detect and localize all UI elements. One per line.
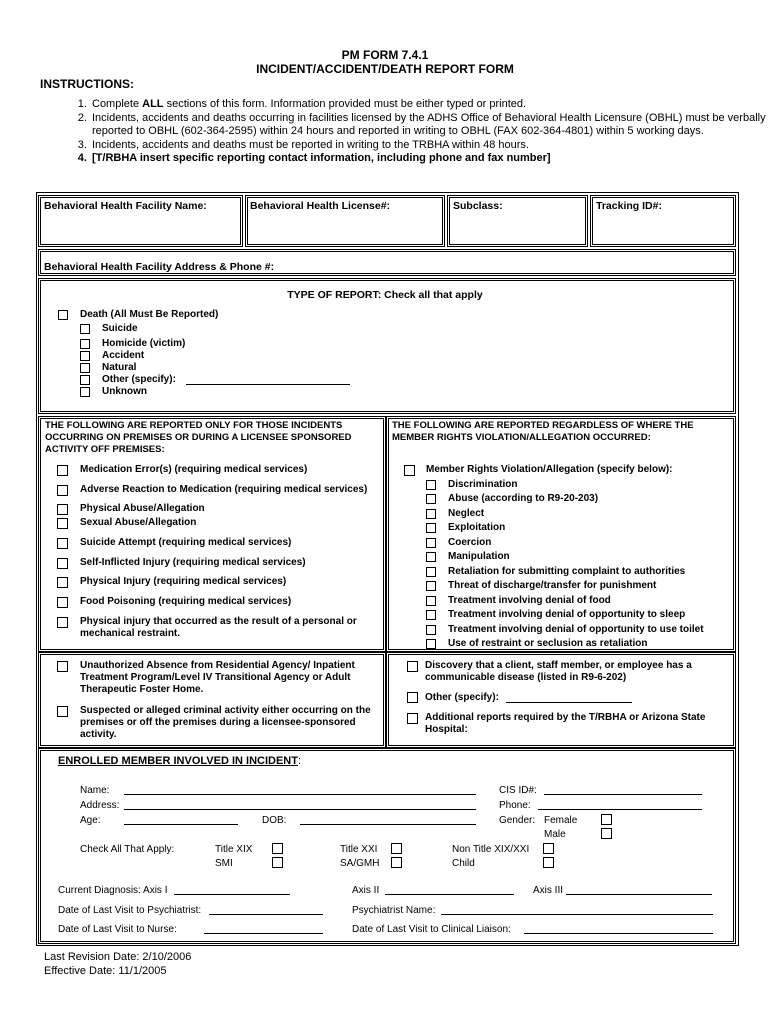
abuse-checkbox[interactable] <box>426 494 436 504</box>
form-number: PM FORM 7.4.1 <box>341 48 429 62</box>
death-label: Death (All Must Be Reported) <box>80 309 219 320</box>
communicable-disease-checkbox[interactable] <box>407 661 418 672</box>
psychiatrist-visit-label: Date of Last Visit to Psychiatrist: <box>58 905 202 916</box>
effective-date: Effective Date: 11/1/2005 <box>44 965 167 977</box>
coercion-checkbox[interactable] <box>426 538 436 548</box>
premises-item-label: Food Poisoning (requiring medical services) <box>80 596 292 607</box>
physical-injury-checkbox[interactable] <box>57 577 68 588</box>
other-death-field[interactable] <box>186 384 350 385</box>
smi-label: SMI <box>215 858 233 869</box>
exploitation-checkbox[interactable] <box>426 523 436 533</box>
title-xix-label: Title XIX <box>215 844 253 855</box>
tracking-label: Tracking ID#: <box>596 200 662 212</box>
additional-reports-checkbox[interactable] <box>407 713 418 724</box>
female-checkbox[interactable] <box>601 814 612 825</box>
liaison-visit-field[interactable] <box>524 933 713 934</box>
restraint-injury-checkbox[interactable] <box>57 617 68 628</box>
axis3-label: Axis III <box>533 885 564 896</box>
discrimination-checkbox[interactable] <box>426 480 436 490</box>
rights-item-label: Treatment involving denial of food <box>448 595 611 606</box>
child-checkbox[interactable] <box>543 857 554 868</box>
liaison-visit-label: Date of Last Visit to Clinical Liaison: <box>352 924 511 935</box>
death-option-label: Natural <box>102 362 137 373</box>
child-label: Child <box>452 858 475 869</box>
medication-error-checkbox[interactable] <box>57 465 68 476</box>
address-field-label: Address: <box>80 800 120 811</box>
sa-gmh-checkbox[interactable] <box>391 857 402 868</box>
premises-item-label: Adverse Reaction to Medication (requiring medical services) <box>80 484 368 495</box>
nurse-visit-field[interactable] <box>204 933 323 934</box>
instructions-list <box>66 98 770 166</box>
axis2-label: Axis II <box>352 885 380 896</box>
rights-violation-checkbox[interactable] <box>404 465 415 476</box>
rights-item-label: Use of restraint or seclusion as retaliation <box>448 638 648 649</box>
denial-food-checkbox[interactable] <box>426 596 436 606</box>
phone-field[interactable] <box>538 809 702 810</box>
suicide-checkbox[interactable] <box>80 324 90 334</box>
other-death-checkbox[interactable] <box>80 375 90 385</box>
rights-item-label: Treatment involving denial of opportunity to sleep <box>448 609 686 620</box>
adverse-reaction-checkbox[interactable] <box>57 485 68 496</box>
premises-item-label: Physical injury that occurred as the result of a personal or mechanical restraint. <box>80 616 357 639</box>
diagnosis-label: Current Diagnosis: Axis I <box>58 885 168 896</box>
axis1-field[interactable] <box>174 894 290 895</box>
axis3-field[interactable] <box>566 894 712 895</box>
revision-date: Last Revision Date: 2/10/2006 <box>44 951 192 963</box>
rights-item-label: Neglect <box>448 508 485 519</box>
age-field[interactable] <box>124 824 238 825</box>
death-option-label: Homicide (victim) <box>102 338 186 349</box>
rights-item-label: Treatment involving denial of opportunity to use toilet <box>448 624 704 635</box>
premises-item-label: Physical Injury (requiring medical services) <box>80 576 287 587</box>
facility-name-label: Behavioral Health Facility Name: <box>44 200 207 212</box>
subclass-label: Subclass: <box>453 200 503 212</box>
form-title: INCIDENT/ACCIDENT/DEATH REPORT FORM <box>256 62 514 76</box>
psychiatrist-visit-field[interactable] <box>209 914 323 915</box>
rights-item-label: Abuse (according to R9-20-203) <box>448 493 599 504</box>
female-label: Female <box>544 815 578 826</box>
rights-main-label: Member Rights Violation/Allegation (specify below): <box>426 464 673 475</box>
smi-checkbox[interactable] <box>272 857 283 868</box>
age-label: Age: <box>80 815 101 826</box>
male-checkbox[interactable] <box>601 828 612 839</box>
member-heading: ENROLLED MEMBER INVOLVED IN INCIDENT: <box>58 755 302 767</box>
threat-discharge-checkbox[interactable] <box>426 581 436 591</box>
instruction-item: 2. Incidents, accidents and deaths occurring in facilities licensed by the ADHS Office of Behavioral Health Licensure (OBHL) must be verbally reported to OBHL (602-364-2595) within 24 hours and reported in writing to OBHL (FAX 602-364-4801) within 5 working days. <box>90 112 770 139</box>
name-field[interactable] <box>124 794 476 795</box>
premises-item-label: Suicide Attempt (requiring medical services) <box>80 537 292 548</box>
nurse-visit-label: Date of Last Visit to Nurse: <box>58 924 177 935</box>
disease-label: Discovery that a client, staff member, or employee has a communicable disease (listed in R9-6-202) <box>425 660 692 684</box>
rights-item-label: Coercion <box>448 537 492 548</box>
instructions-heading: INSTRUCTIONS: <box>40 77 134 91</box>
death-option-label: Unknown <box>102 386 147 397</box>
additional-reports-label: Additional reports required by the T/RBHA or Arizona State Hospital: <box>425 712 706 736</box>
instruction-item: 4. [T/RBHA insert specific reporting contact information, including phone and fax number] <box>90 152 770 166</box>
address-field[interactable] <box>124 809 476 810</box>
gender-label: Gender: <box>499 815 536 826</box>
check-all-label: Check All That Apply: <box>80 844 175 855</box>
cis-field[interactable] <box>544 794 702 795</box>
rights-item-label: Retaliation for submitting complaint to authorities <box>448 566 686 577</box>
phone-label: Phone: <box>499 800 531 811</box>
premises-heading: THE FOLLOWING ARE REPORTED ONLY FOR THOSE INCIDENTS OCCURRING ON PREMISES OR DURING A LICENSEE SPONSORED ACTIVITY OFF PREMISES: <box>45 420 352 455</box>
absence-label: Unauthorized Absence from Residential Agency/ Inpatient Treatment Program/Level IV Transitional Agency or Adult Therapeutic Foster Home. <box>80 660 355 696</box>
physical-abuse-checkbox[interactable] <box>57 504 68 515</box>
title-xix-checkbox[interactable] <box>272 843 283 854</box>
homicide-checkbox[interactable] <box>80 339 90 349</box>
instruction-item: 3. Incidents, accidents and deaths must be reported in writing to the TRBHA within 48 hours. <box>90 139 770 153</box>
other-incident-field[interactable] <box>506 702 632 703</box>
rights-item-label: Manipulation <box>448 551 510 562</box>
premises-item-label: Sexual Abuse/Allegation <box>80 517 197 528</box>
license-label: Behavioral Health License#: <box>250 200 391 212</box>
rights-item-label: Discrimination <box>448 479 518 490</box>
premises-item-label: Medication Error(s) (requiring medical services) <box>80 464 308 475</box>
accident-checkbox[interactable] <box>80 351 90 361</box>
psychiatrist-name-label: Psychiatrist Name: <box>352 905 436 916</box>
suicide-attempt-checkbox[interactable] <box>57 538 68 549</box>
other-incident-checkbox[interactable] <box>407 692 418 703</box>
food-poisoning-checkbox[interactable] <box>57 597 68 608</box>
death-option-label: Other (specify): <box>102 374 176 385</box>
premises-item-label: Self-Inflicted Injury (requiring medical services) <box>80 557 306 568</box>
natural-checkbox[interactable] <box>80 363 90 373</box>
non-title-checkbox[interactable] <box>543 843 554 854</box>
premises-item-label: Physical Abuse/Allegation <box>80 503 205 514</box>
manipulation-checkbox[interactable] <box>426 552 436 562</box>
rights-item-label: Threat of discharge/transfer for punishment <box>448 580 657 591</box>
non-title-label: Non Title XIX/XXI <box>452 844 530 855</box>
cis-label: CIS ID#: <box>499 785 537 796</box>
instruction-item: 1. Complete ALL sections of this form. Information provided must be either typed or printed. <box>90 98 770 112</box>
axis2-field[interactable] <box>385 894 514 895</box>
criminal-activity-checkbox[interactable] <box>57 706 68 717</box>
psychiatrist-name-field[interactable] <box>441 914 713 915</box>
self-inflicted-checkbox[interactable] <box>57 558 68 569</box>
unknown-checkbox[interactable] <box>80 387 90 397</box>
rights-item-label: Exploitation <box>448 522 506 533</box>
name-label: Name: <box>80 785 110 796</box>
restraint-retaliation-checkbox[interactable] <box>426 639 436 649</box>
title-xxi-label: Title XXI <box>340 844 378 855</box>
dob-field[interactable] <box>300 824 476 825</box>
rights-heading: THE FOLLOWING ARE REPORTED REGARDLESS OF WHERE THE MEMBER RIGHTS VIOLATION/ALLEGATION OCCURRED: <box>392 420 694 443</box>
sexual-abuse-checkbox[interactable] <box>57 518 68 529</box>
other-incident-label: Other (specify): <box>425 692 499 703</box>
denial-sleep-checkbox[interactable] <box>426 610 436 620</box>
retaliation-checkbox[interactable] <box>426 567 436 577</box>
sa-gmh-label: SA/GMH <box>340 858 380 869</box>
neglect-checkbox[interactable] <box>426 509 436 519</box>
male-label: Male <box>544 829 566 840</box>
death-checkbox[interactable] <box>58 310 68 320</box>
address-label: Behavioral Health Facility Address & Phone #: <box>44 261 275 273</box>
title-xxi-checkbox[interactable] <box>391 843 402 854</box>
criminal-label: Suspected or alleged criminal activity either occurring on the premises or off the premises during a licensee-sponsored activity. <box>80 705 371 741</box>
report-type-heading: TYPE OF REPORT: Check all that apply <box>287 289 483 301</box>
death-option-label: Accident <box>102 350 145 361</box>
unauthorized-absence-checkbox[interactable] <box>57 661 68 672</box>
death-option-label: Suicide <box>102 323 138 334</box>
dob-label: DOB: <box>262 815 287 826</box>
denial-toilet-checkbox[interactable] <box>426 625 436 635</box>
